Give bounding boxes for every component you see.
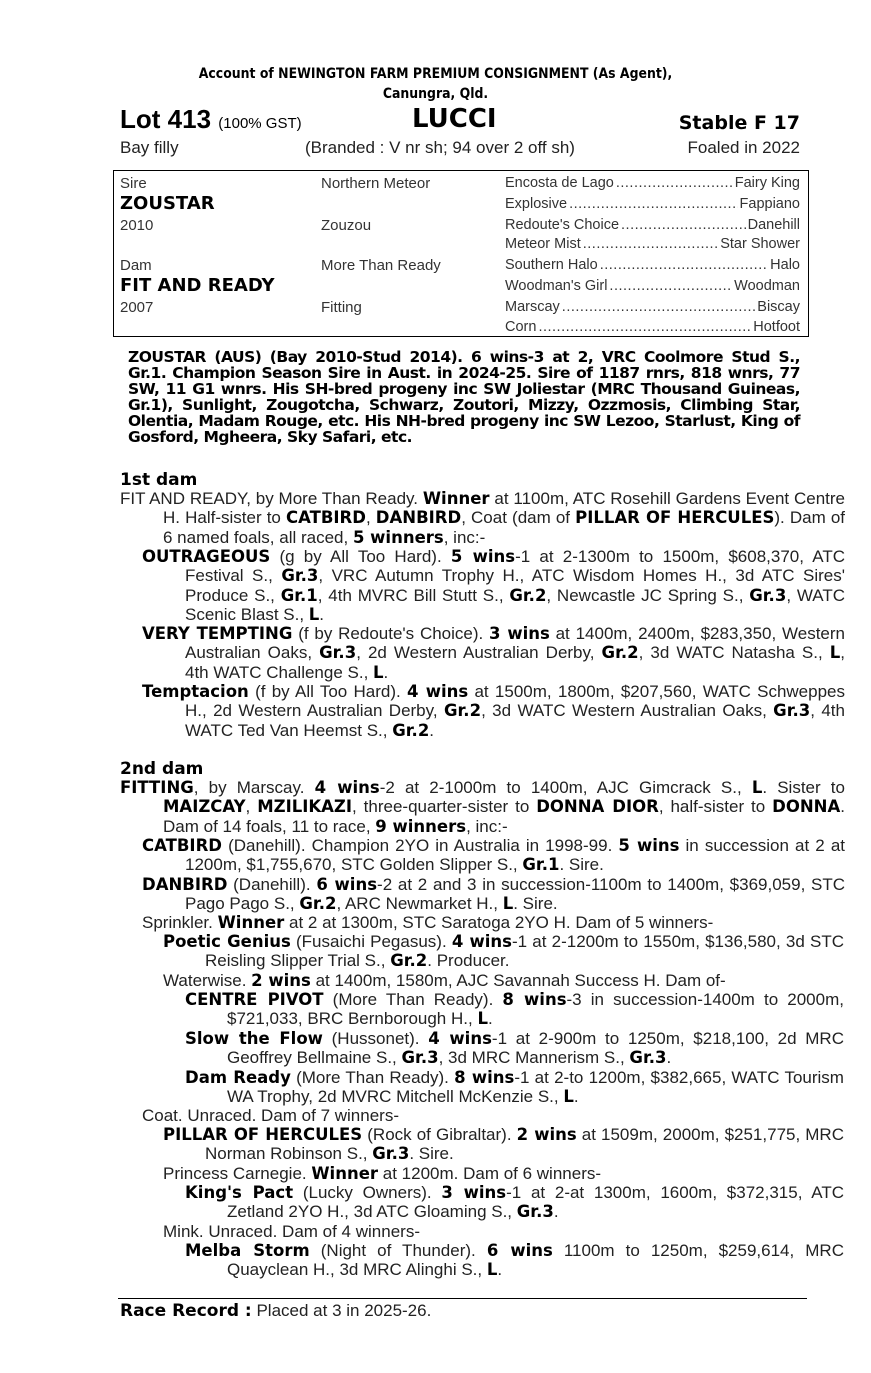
progeny-coat: Coat. Unraced. Dam of 7 winners- <box>142 1106 399 1125</box>
progeny-danbird: DANBIRD (Danehill). 6 wins-2 at 2 and 3 in succession-1100m to 1400m, $369,059, STC Pago Pago S., Gr.2, ARC Newmarket H., L. Sire. <box>142 875 846 914</box>
lot-number: Lot 413 (100% GST) <box>120 104 302 134</box>
progeny-poetic-genius: Poetic Genius (Fusaichi Pegasus). 4 wins-1 at 2-1200m to 1550m, $136,580, 3d STC Reisling Slipper Trial S., Gr.2. Producer. <box>163 932 844 971</box>
progeny-temptacion: Temptacion (f by All Too Hard). 4 wins at 1500m, 1800m, $207,560, WATC Schweppes H., 2d Western Australian Derby, Gr.2, 3d WATC Western Australian Oaks, Gr.3, 4th WATC Ted Van Heemst S., Gr.2. <box>142 682 846 740</box>
progeny-pillar-of-hercules: PILLAR OF HERCULES (Rock of Gibraltar). 2 wins at 1509m, 2000m, $251,775, MRC Norman Robinson S., Gr.3. Sire. <box>163 1125 844 1164</box>
sire-dam: Zouzou <box>321 217 372 234</box>
progeny-dam-ready: Dam Ready (More Than Ready). 8 wins-1 at 2-to 1200m, $382,665, WATC Tourism WA Trophy, 2d MVRC Mitchell McKenzie S., L. <box>185 1068 844 1107</box>
progeny-centre-pivot: CENTRE PIVOT (More Than Ready). 8 wins-3 in succession-1400m to 2000m, $721,033, BRC Bernborough H., L. <box>185 990 844 1029</box>
progeny-melba-storm: Melba Storm (Night of Thunder). 6 wins 1100m to 1250m, $259,614, MRC Quayclean H., 3d MRC Alinghi S., L. <box>185 1241 844 1280</box>
progeny-very-tempting: VERY TEMPTING (f by Redoute's Choice). 3 wins at 1400m, 2400m, $283,350, Western Australian Oaks, Gr.3, 2d Western Australian Derby, Gr.2, 3d WATC Natasha S., L, 4th WATC Challenge S., L. <box>142 624 845 682</box>
sire-summary: ZOUSTAR (AUS) (Bay 2010-Stud 2014). 6 wins-3 at 2, VRC Coolmore Stud S., Gr.1. Champion Season Sire in Aust. in 2024-25. Sire of 1187 rnrs, 818 wnrs, 77 SW, 11 G1 wnrs. His SH-bred progeny inc SW Joliestar (MRC Thousand Guineas, Gr.1), Sunlight, Zougotcha, Schwarz, Zoutori, Mizzy, Ozzmosis, Climbing Star, Olentia, Madam Rouge, etc. His NH-bred progeny inc SW Lezoo, Starlust, King of Gosford, Mgheera, Sky Safari, etc. <box>128 348 800 446</box>
divider <box>118 1298 807 1299</box>
progeny-mink: Mink. Unraced. Dam of 4 winners- <box>163 1222 420 1241</box>
horse-name: LUCCI <box>412 104 497 134</box>
consignor-line: Account of NEWINGTON FARM PREMIUM CONSIGNMENT (As Agent), <box>198 66 673 82</box>
sire-year: 2010 <box>120 217 154 234</box>
consignor-location: Canungra, Qld. <box>382 86 489 102</box>
stable-location: Stable F 17 <box>678 112 800 134</box>
dam-name: FIT AND READY <box>120 275 275 296</box>
second-dam-para: FITTING, by Marscay. 4 wins-2 at 2-1000m to 1400m, AJC Gimcrack S., L. Sister to MAIZCAY, MZILIKAZI, three-quarter-sister to DONNA DIOR, half-sister to DONNA. Dam of 14 foals, 11 to race, 9 winners, inc:- <box>120 778 845 836</box>
pedigree-ggen-3: Redoute's Choice ..... Danehill <box>505 217 800 233</box>
first-dam-para: FIT AND READY, by More Than Ready. Winner at 1100m, ATC Rosehill Gardens Event Centre H. Half-sister to CATBIRD, DANBIRD, Coat (dam of PILLAR OF HERCULES). Dam of 6 named foals, all raced, 5 winners, inc:- <box>120 489 846 547</box>
progeny-princess-carnegie: Princess Carnegie. Winner at 1200m. Dam of 6 winners- <box>163 1164 602 1183</box>
pedigree-ggen-6: Woodman's Girl ..... Woodman <box>505 278 800 294</box>
first-dam-heading: 1st dam <box>120 470 198 490</box>
sire-label: Sire <box>120 175 147 192</box>
pedigree-ggen-7: Marscay ..... Biscay <box>505 299 800 315</box>
progeny-sprinkler: Sprinkler. Winner at 2 at 1300m, STC Saratoga 2YO H. Dam of 5 winners- <box>142 913 714 932</box>
dam-year: 2007 <box>120 299 154 316</box>
dam-dam: Fitting <box>321 299 362 316</box>
pedigree-ggen-8: Corn ..... Hotfoot <box>505 319 800 335</box>
foaled-year: Foaled in 2022 <box>687 138 800 157</box>
progeny-waterwise: Waterwise. 2 wins at 1400m, 1580m, AJC Savannah Success H. Dam of- <box>163 971 726 990</box>
progeny-catbird: CATBIRD (Danehill). Champion 2YO in Australia in 1998-99. 5 wins in succession at 2 at 1200m, $1,755,670, STC Golden Slipper S., Gr.1. Sire. <box>142 836 845 875</box>
pedigree-ggen-2: Explosive ..... Fappiano <box>505 196 800 212</box>
pedigree-ggen-5: Southern Halo ..... Halo <box>505 257 800 273</box>
brand: (Branded : V nr sh; 94 over 2 off sh) <box>305 138 575 157</box>
progeny-outrageous: OUTRAGEOUS (g by All Too Hard). 5 wins-1 at 2-1300m to 1500m, $608,370, ATC Festival S., Gr.3, VRC Autumn Trophy H., ATC Wisdom Homes H., 3d ATC Sires' Produce S., Gr.1, 4th MVRC Bill Stutt S., Gr.2, Newcastle JC Spring S., Gr.3, WATC Scenic Blast S., L. <box>142 547 845 625</box>
second-dam-heading: 2nd dam <box>120 759 204 779</box>
dam-label: Dam <box>120 257 152 274</box>
progeny-slow-the-flow: Slow the Flow (Hussonet). 4 wins-1 at 2-900m to 1250m, $218,100, 2d MRC Geoffrey Bellmaine S., Gr.3, 3d MRC Mannerism S., Gr.3. <box>185 1029 844 1068</box>
progeny-kings-pact: King's Pact (Lucky Owners). 3 wins-1 at 2-at 1300m, 1600m, $372,315, ATC Zetland 2YO H., 3d ATC Gloaming S., Gr.3. <box>185 1183 844 1222</box>
colour-sex: Bay filly <box>120 138 179 157</box>
race-record: Race Record : Placed at 3 in 2025-26. <box>120 1301 432 1321</box>
sire-name: ZOUSTAR <box>120 193 215 214</box>
pedigree-ggen-4: Meteor Mist ..... Star Shower <box>505 236 800 252</box>
pedigree-ggen-1: Encosta de Lago ..... Fairy King <box>505 175 800 191</box>
sire-sire: Northern Meteor <box>321 175 431 192</box>
dam-sire: More Than Ready <box>321 257 441 274</box>
